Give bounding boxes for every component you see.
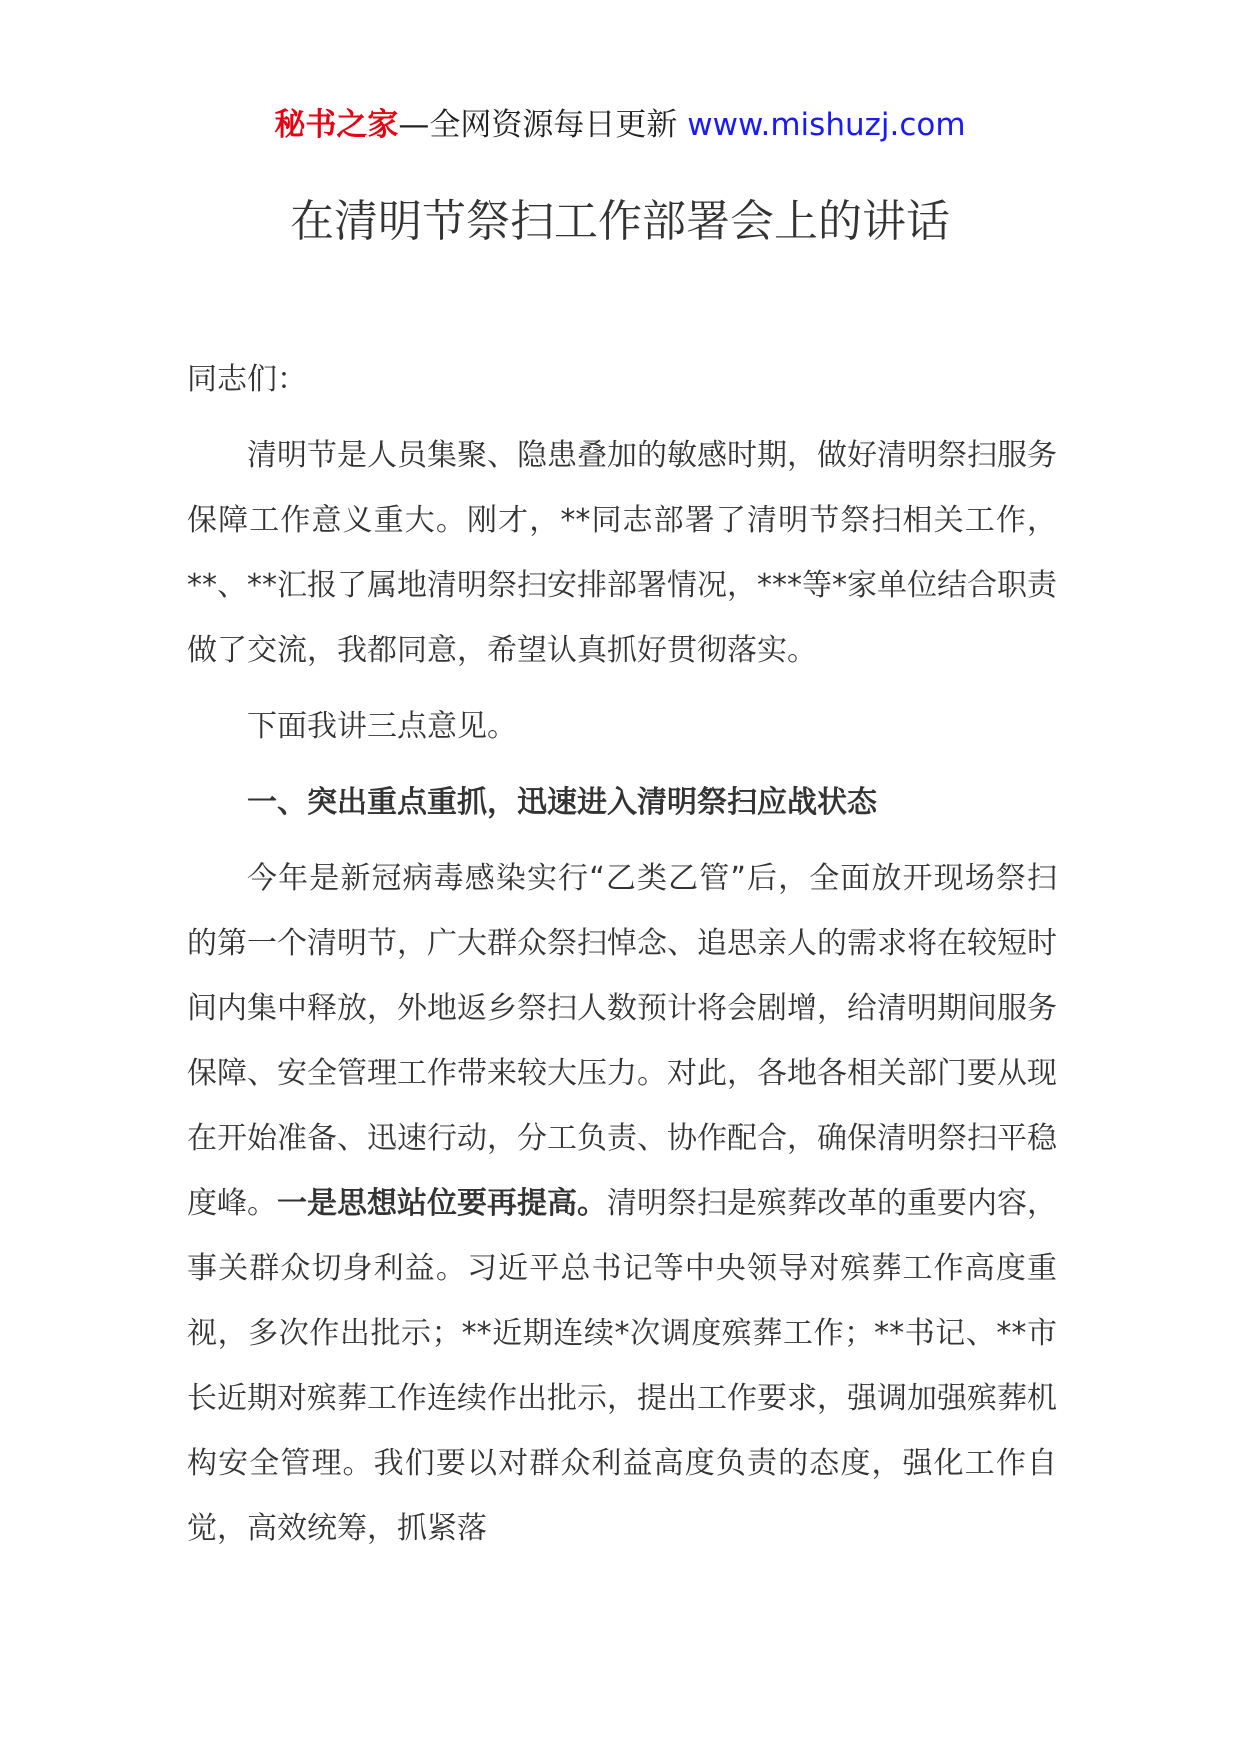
header-tagline: —全网资源每日更新 (398, 107, 688, 143)
paragraph-text: 今年是新冠病毒感染实行“乙类乙管”后，全面放开现场祭扫的第一个清明节，广大群众祭扫悼念、追思亲人的需求将在较短时间内集中释放，外地返乡祭扫人数预计将会剧增，给清明期间服务保障、安全管理工作带来较大压力。对此，各地各相关部门要从现在开始准备、迅速行动，分工负责、协作配合，确保清明祭扫平稳度峰。 (187, 861, 1057, 1221)
emphasis-point-1: 一是思想站位要再提高。 (277, 1186, 607, 1221)
greeting: 同志们： (187, 362, 307, 397)
section-heading-1: 一、突出重点重抓，迅速进入清明祭扫应战状态 (247, 785, 877, 820)
paragraph-text: 清明祭扫是殡葬改革的重要内容，事关群众切身利益。习近平总书记等中央领导对殡葬工作高度重视，多次作出批示；**近期连续*次调度殡葬工作；**书记、**市长近期对殡葬工作连续作出批示，提出工作要求，强调加强殡葬机构安全管理。我们要以对群众利益高度负责的态度，强化工作自觉，高效统筹，抓紧落 (187, 1186, 1057, 1546)
paragraph-section-1 (187, 846, 1057, 1561)
site-url-link[interactable]: www.mishuzj.com (687, 107, 966, 143)
paragraph-intro: 清明节是人员集聚、隐患叠加的敏感时期，做好清明祭扫服务保障工作意义重大。刚才，**同志部署了清明节祭扫相关工作，**、**汇报了属地清明祭扫安排部署情况，***等*家单位结合职责做了交流，我都同意，希望认真抓好贯彻落实。 (187, 438, 1057, 668)
document-body (187, 347, 1057, 1561)
site-header (0, 103, 1240, 147)
document-title: 在清明节祭扫工作部署会上的讲话 (290, 196, 950, 247)
paragraph-outline: 下面我讲三点意见。 (247, 709, 517, 744)
brand-name: 秘书之家 (274, 107, 399, 143)
